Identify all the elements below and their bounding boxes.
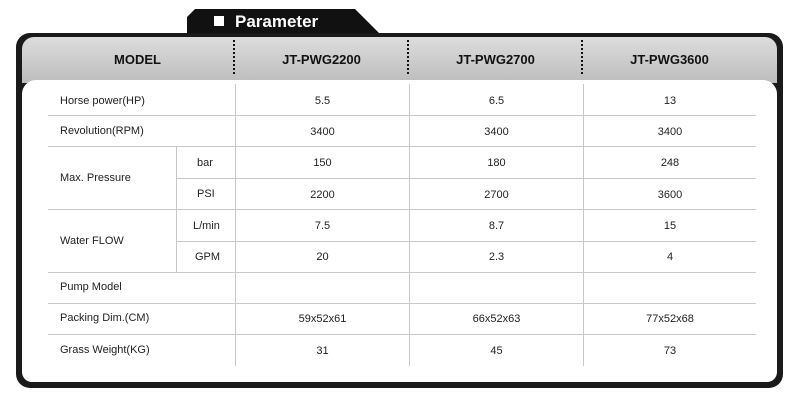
row-label-max-pressure: Max. Pressure [60, 172, 131, 184]
max-pressure-bar-jt-pwg2700: 180 [487, 157, 506, 169]
subunit-column-divider [176, 146, 177, 272]
row-divider [48, 209, 756, 210]
unit-psi: PSI [197, 188, 215, 200]
pump-model-jt-pwg3600 [584, 278, 756, 298]
unit-gpm: GPM [195, 251, 221, 263]
max-pressure-psi-jt-pwg2700: 2700 [484, 189, 509, 201]
packing-dim-jt-pwg2700: 66x52x63 [472, 313, 521, 325]
row-divider [48, 146, 756, 147]
pump-model-jt-pwg2700 [410, 278, 583, 298]
row-label-gross-weight: Grass Weight(KG) [60, 344, 150, 356]
horse-power-jt-pwg2700: 6.5 [488, 95, 505, 107]
row-divider [48, 334, 756, 335]
row-label-water-flow: Water FLOW [60, 235, 124, 247]
row-label-horse-power: Horse power(HP) [60, 95, 145, 107]
packing-dim-jt-pwg2200: 59x52x61 [298, 313, 347, 325]
water-flow-lmin-jt-pwg2200: 7.5 [314, 220, 331, 232]
row-divider [48, 272, 756, 273]
model-header-jt-pwg2200: JT-PWG2200 [282, 52, 361, 67]
water-flow-lmin-jt-pwg2700: 8.7 [488, 220, 505, 232]
model-header-jt-pwg2700: JT-PWG2700 [456, 52, 535, 67]
revolution-jt-pwg2700: 3400 [484, 126, 509, 138]
revolution-jt-pwg2200: 3400 [310, 126, 335, 138]
row-label-packing-dim: Packing Dim.(CM) [60, 312, 150, 324]
water-flow-lmin-jt-pwg3600: 15 [663, 220, 677, 232]
row-divider [48, 115, 756, 116]
horse-power-jt-pwg2200: 5.5 [314, 95, 331, 107]
row-divider [48, 303, 756, 304]
pump-model-jt-pwg2200 [236, 278, 409, 298]
model-header-label: MODEL [114, 52, 161, 67]
section-title: Parameter [235, 12, 319, 31]
horse-power-jt-pwg3600: 13 [663, 95, 677, 107]
row-divider [176, 241, 756, 242]
gross-weight-jt-pwg3600: 73 [663, 345, 677, 357]
max-pressure-psi-jt-pwg3600: 3600 [657, 189, 683, 201]
max-pressure-bar-jt-pwg3600: 248 [660, 157, 680, 169]
water-flow-gpm-jt-pwg2700: 2.3 [488, 251, 505, 263]
gross-weight-jt-pwg2200: 31 [316, 345, 329, 357]
row-label-pump-model: Pump Model [60, 281, 122, 293]
packing-dim-jt-pwg3600: 77x52x68 [646, 313, 694, 325]
revolution-jt-pwg3600: 3400 [657, 126, 683, 138]
gross-weight-jt-pwg2700: 45 [490, 345, 503, 357]
model-header-jt-pwg3600: JT-PWG3600 [630, 52, 709, 67]
row-divider [176, 178, 756, 179]
water-flow-gpm-jt-pwg2200: 20 [316, 251, 329, 263]
max-pressure-psi-jt-pwg2200: 2200 [310, 189, 335, 201]
square-bullet-icon [214, 16, 224, 26]
water-flow-gpm-jt-pwg3600: 4 [666, 251, 674, 263]
max-pressure-bar-jt-pwg2200: 150 [313, 157, 332, 169]
unit-bar: bar [197, 157, 213, 169]
row-label-revolution: Revolution(RPM) [60, 125, 144, 137]
unit-l-min: L/min [193, 220, 220, 232]
